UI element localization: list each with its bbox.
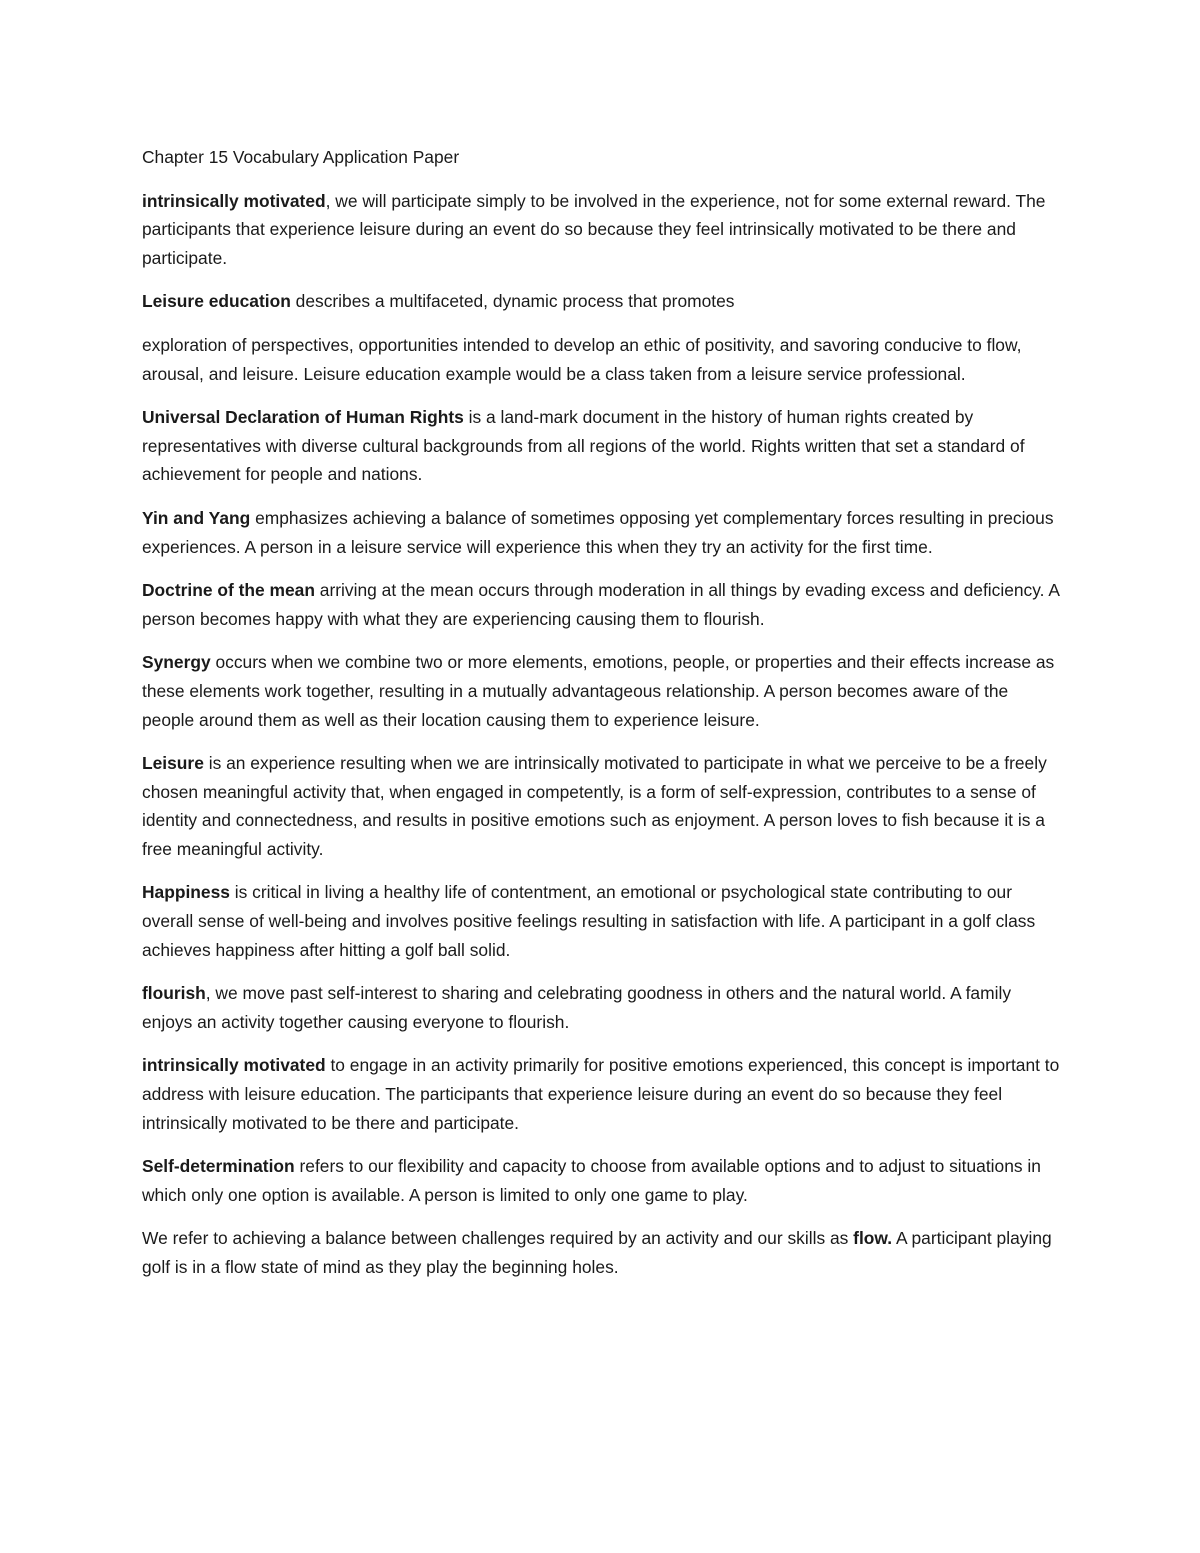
definition: is critical in living a healthy life of contentment, an emotional or psychological state contributing to our overall sense of well-being and involves positive feelings resulting in satisfaction with life. A participant in a golf class achieves happiness after hitting a golf ball solid. — [142, 882, 1036, 960]
document-title: Chapter 15 Vocabulary Application Paper — [142, 147, 460, 167]
definition-before: We refer to achieving a balance between challenges required by an activity and our skills as — [142, 1228, 854, 1249]
paragraph-leisure — [142, 749, 1062, 863]
definition: refers to our flexibility and capacity to choose from available options and to adjust to situations in which only one option is available. A person is limited to only one game to play. — [142, 1156, 1041, 1205]
term: Self-determination — [142, 1156, 295, 1177]
term: flourish — [142, 983, 206, 1004]
term: intrinsically motivated — [142, 190, 326, 211]
paragraph-intrinsically-motivated-2 — [142, 1051, 1062, 1137]
paragraph-leisure-education — [142, 287, 1062, 316]
term: intrinsically motivated — [142, 1055, 326, 1076]
paragraph-universal-declaration — [142, 403, 1062, 489]
paragraph-flourish — [142, 979, 1062, 1036]
paragraph-intrinsically-motivated-1 — [142, 187, 1062, 273]
term: Doctrine of the mean — [142, 580, 315, 601]
term: Synergy — [142, 652, 211, 673]
term: flow. — [853, 1228, 893, 1249]
definition: occurs when we combine two or more elements, emotions, people, or properties and their effects increase as these elements work together, resulting in a mutually advantageous relationship. A person becomes aware of the people around them as well as their location causing them to experience leisure. — [142, 652, 1055, 730]
paragraph-yin-and-yang — [142, 504, 1062, 561]
definition: is a land-mark document in the history of human rights created by representatives with diverse cultural backgrounds from all regions of the world. Rights written that set a standard of achievement for people and nations. — [142, 407, 1025, 485]
paragraph-self-determination — [142, 1152, 1062, 1209]
term: Leisure education — [142, 291, 291, 312]
term: Yin and Yang — [142, 507, 251, 528]
term: Universal Declaration of Human Rights — [142, 407, 464, 428]
definition: describes a multifaceted, dynamic process that promotes — [290, 291, 735, 312]
paragraph-synergy — [142, 648, 1062, 734]
term: Leisure — [142, 753, 204, 774]
term: Happiness — [142, 882, 230, 903]
definition: emphasizes achieving a balance of sometimes opposing yet complementary forces resulting in precious experiences. A person in a leisure service will experience this when they try an activity for the first time. — [142, 507, 1054, 557]
document-body — [142, 143, 1062, 1297]
definition: , we move past self-interest to sharing and celebrating goodness in others and the natural world. A family enjoys an activity together causing everyone to flourish. — [142, 983, 1012, 1032]
definition: to engage in an activity primarily for positive emotions experienced, this concept is important to address with leisure education. The participants that experience leisure during an event do so because they feel intrinsically motivated to be there and participate. — [142, 1055, 1060, 1133]
paragraph-flow — [142, 1224, 1062, 1281]
definition-after: A participant playing golf is in a flow state of mind as they play the beginning holes. — [142, 1228, 1052, 1277]
paragraph-happiness — [142, 878, 1062, 964]
definition: is an experience resulting when we are intrinsically motivated to participate in what we perceive to be a freely chosen meaningful activity that, when engaged in competently, is a form of self-expression, contributes to a sense of identity and connectedness, and results in positive emotions such as enjoyment. A person loves to fish because it is a free meaningful activity. — [142, 753, 1047, 859]
definition: exploration of perspectives, opportunities intended to develop an ethic of positivity, and savoring conducive to flow, arousal, and leisure. Leisure education example would be a class taken from a leisure service professional. — [142, 334, 1022, 384]
definition: , we will participate simply to be involved in the experience, not for some external reward. The participants that experience leisure during an event do so because they feel intrinsically motivated to be there and participate. — [142, 190, 1046, 268]
definition: arriving at the mean occurs through moderation in all things by evading excess and deficiency. A person becomes happy with what they are experiencing causing them to flourish. — [142, 580, 1060, 629]
paragraph-leisure-education-continued — [142, 331, 1062, 388]
paragraph-doctrine-of-the-mean — [142, 576, 1062, 633]
